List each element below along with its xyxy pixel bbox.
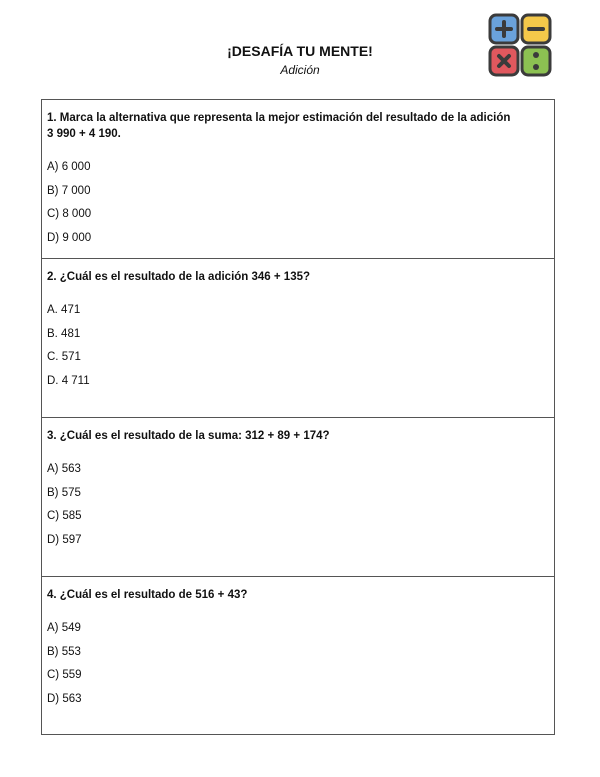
option-b[interactable]: B) 7 000 — [47, 184, 91, 197]
option-b[interactable]: B) 575 — [47, 486, 81, 499]
option-c[interactable]: C) 559 — [47, 669, 82, 681]
question-4 — [42, 577, 554, 734]
options-list — [47, 299, 554, 393]
option-c[interactable]: C. 571 — [47, 351, 81, 363]
option-d[interactable]: D) 597 — [47, 533, 82, 546]
question-2 — [42, 259, 554, 418]
question-1 — [42, 100, 554, 259]
option-d[interactable]: D. 4 711 — [47, 374, 90, 387]
page-title: ¡DESAFÍA TU MENTE! — [227, 43, 373, 59]
options-list — [47, 458, 554, 552]
options-list — [47, 617, 554, 711]
question-text: 1. Marca la alternativa que representa la mejor estimación del resultado de la adición 3 990 + 4 190. — [47, 112, 511, 140]
minus-icon — [522, 15, 550, 43]
option-d[interactable]: D) 9 000 — [47, 231, 92, 244]
page-subtitle: Adición — [280, 63, 320, 77]
math-operations-logo — [488, 13, 552, 77]
options-list — [47, 156, 554, 250]
question-text: 3. ¿Cuál es el resultado de la suma: 312 + 89 + 174? — [47, 430, 330, 442]
option-d[interactable]: D) 563 — [47, 692, 82, 705]
option-c[interactable]: C) 8 000 — [47, 208, 92, 220]
option-a[interactable]: A) 6 000 — [47, 161, 91, 173]
option-a[interactable]: A. 471 — [47, 304, 81, 316]
question-text: 4. ¿Cuál es el resultado de 516 + 43? — [47, 589, 248, 601]
question-sheet — [41, 99, 555, 735]
option-a[interactable]: A) 563 — [47, 463, 81, 475]
option-c[interactable]: C) 585 — [47, 510, 82, 522]
plus-icon — [490, 15, 518, 43]
option-b[interactable]: B) 553 — [47, 645, 81, 658]
option-a[interactable]: A) 549 — [47, 622, 81, 634]
option-b[interactable]: B. 481 — [47, 327, 81, 340]
question-text: 2. ¿Cuál es el resultado de la adición 346 + 135? — [47, 271, 311, 283]
question-3 — [42, 418, 554, 577]
times-icon — [490, 47, 518, 75]
divide-icon — [522, 47, 550, 75]
